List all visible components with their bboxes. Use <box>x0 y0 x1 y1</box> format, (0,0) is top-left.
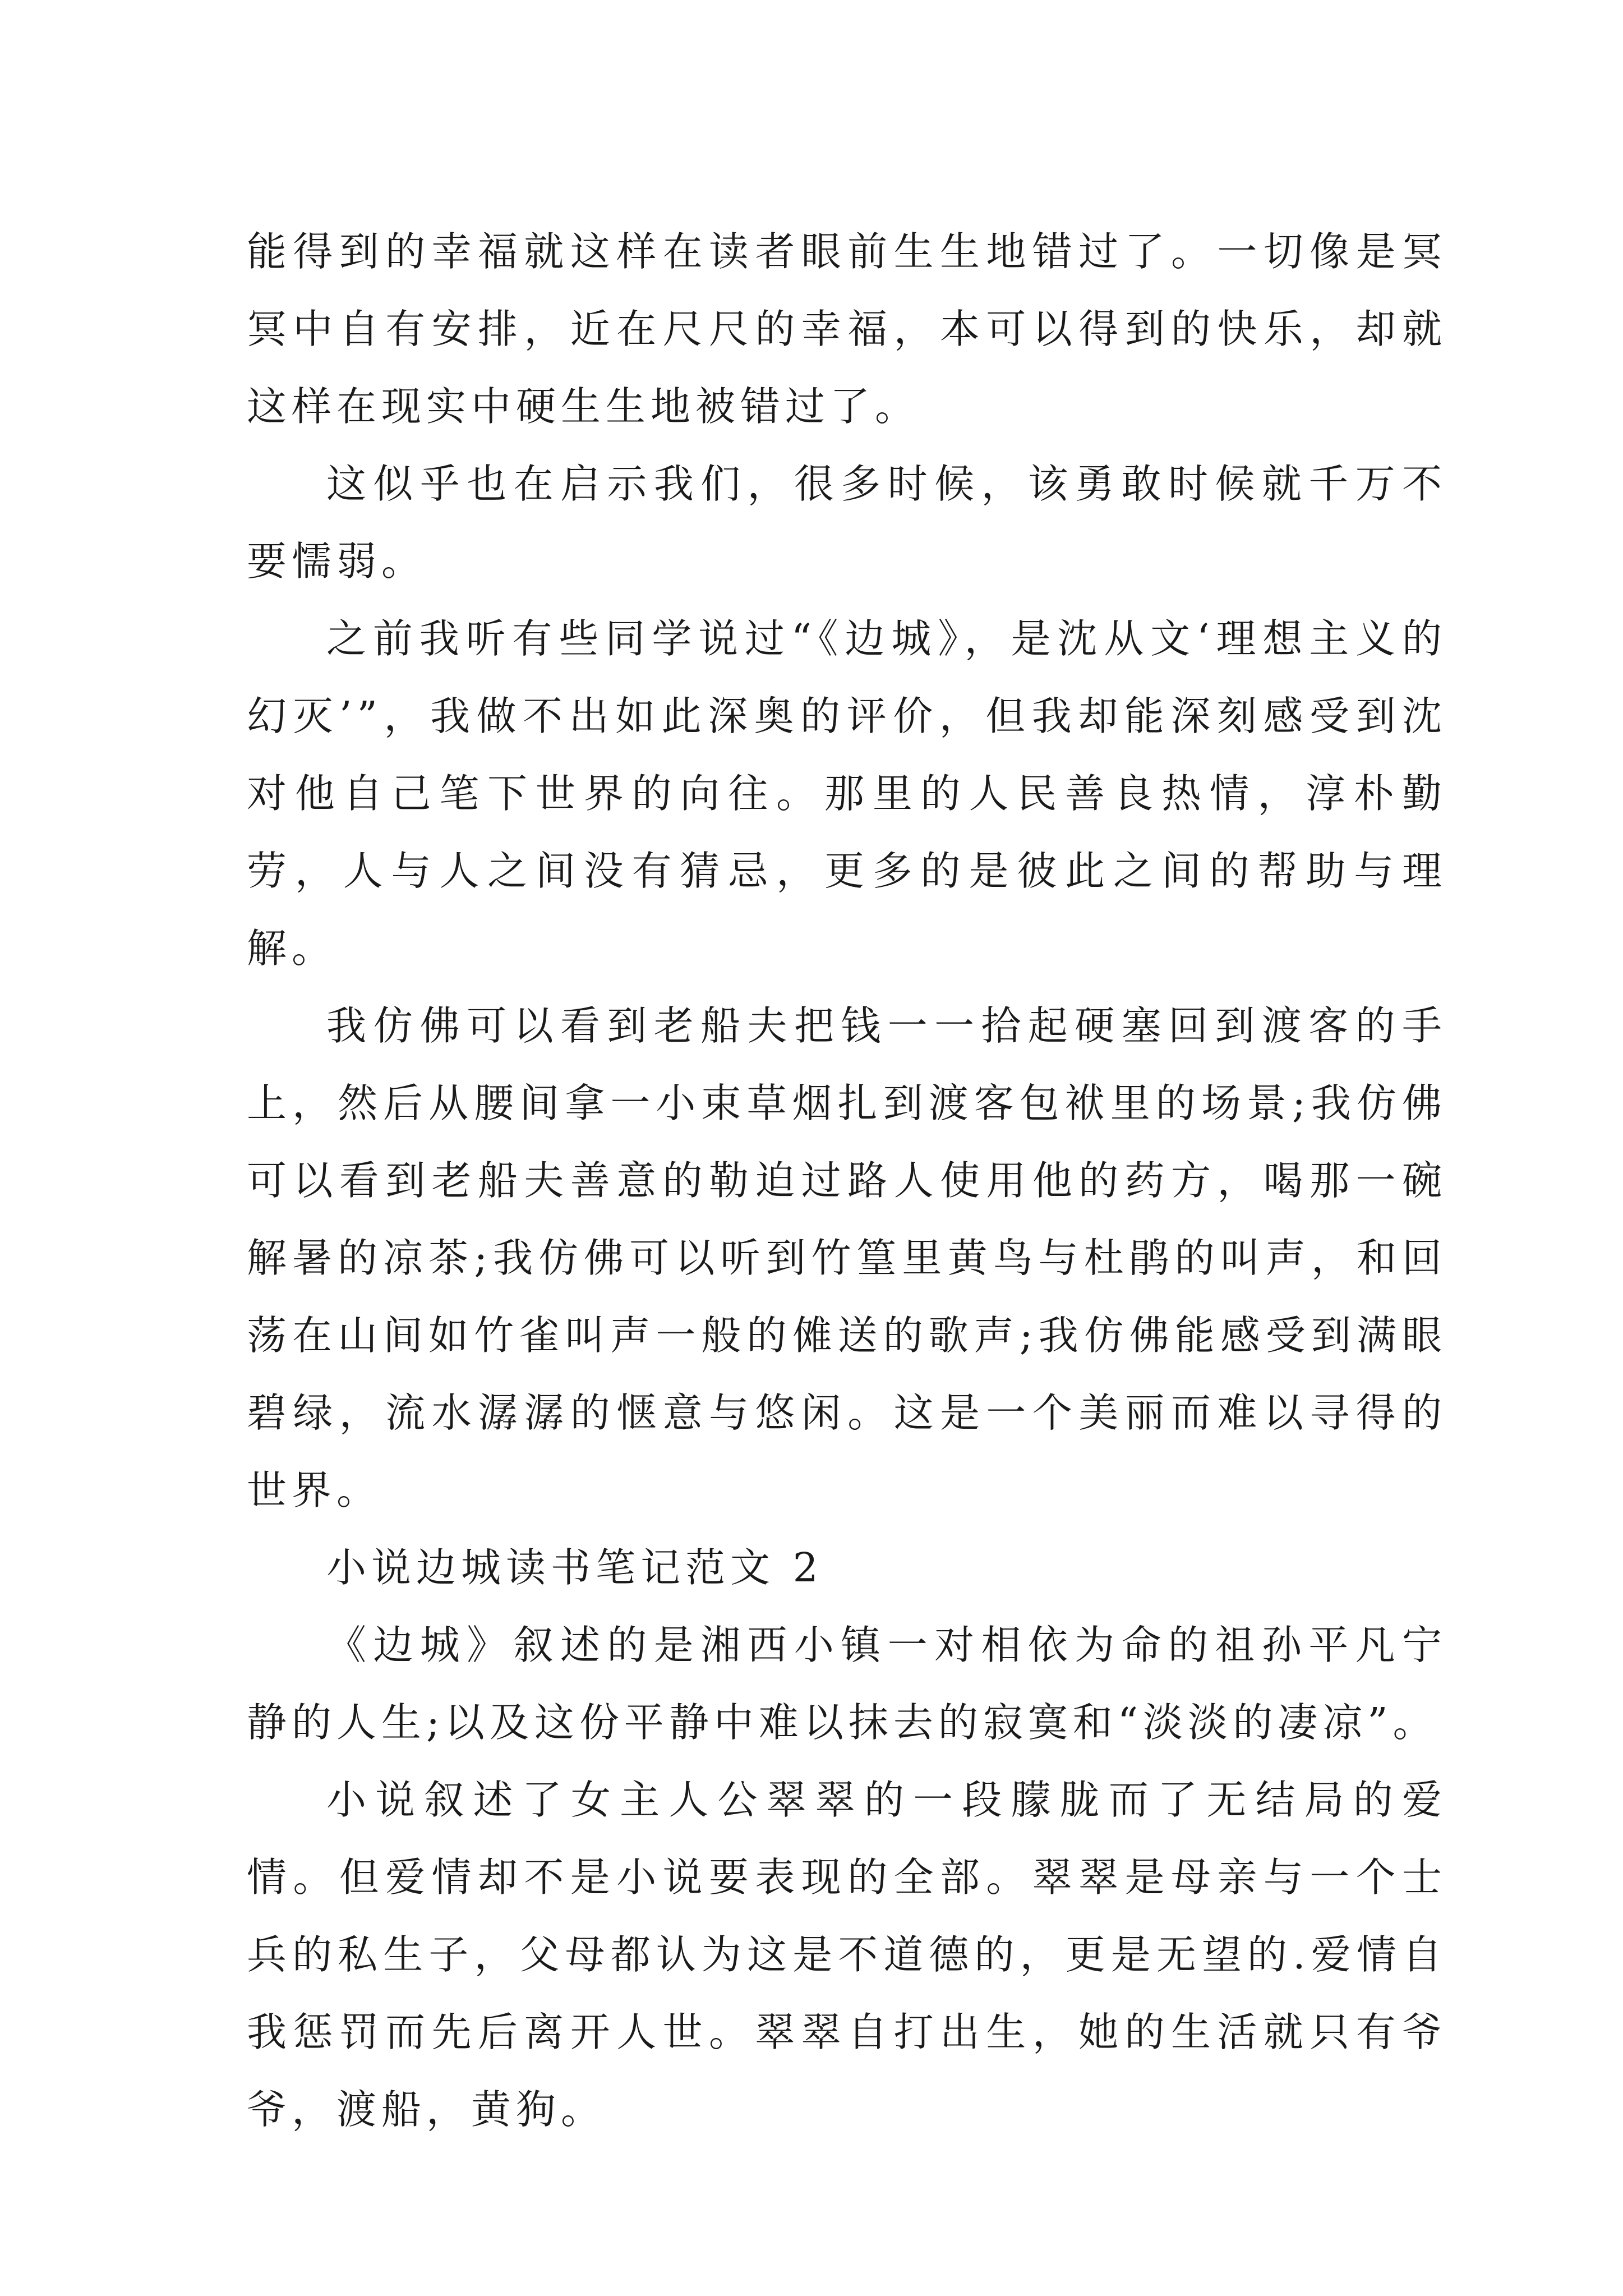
paragraph-imagery: 我仿佛可以看到老船夫把钱一一拾起硬塞回到渡客的手上，然后从腰间拿一小束草烟扎到渡客包袱里的场景;我仿佛可以看到老船夫善意的勒迫过路人使用他的药方，喝那一碗解暑的凉茶;我仿佛可以听到竹篁里黄鸟与杜鹃的叫声，和回荡在山间如竹雀叫声一般的傩送的歌声;我仿佛能感受到满眼碧绿，流水潺潺的惬意与悠闲。这是一个美丽而难以寻得的世界。 <box>247 1002 1447 1513</box>
paragraph-continuation: 能得到的幸福就这样在读者眼前生生地错过了。一切像是冥冥中自有安排，近在尺尺的幸福，本可以得到的快乐，却就这样在现实中硬生生地被错过了。 <box>247 228 1447 430</box>
paragraph-love-story: 小说叙述了女主人公翠翠的一段朦胧而了无结局的爱情。但爱情却不是小说要表现的全部。翠翠是母亲与一个士兵的私生子，父母都认为这是不道德的，更是无望的.爱情自我惩罚而先后离开人世。翠翠自打出生，她的生活就只有爷爷，渡船，黄狗。 <box>247 1777 1447 2133</box>
paragraph-summary: 《边城》叙述的是湘西小镇一对相依为命的祖孙平凡宁静的人生;以及这份平静中难以抹去的寂寞和“淡淡的凄凉”。 <box>247 1622 1447 1746</box>
paragraph-idealism: 之前我听有些同学说过“《边城》，是沈从文‘理想主义的幻灭’”，我做不出如此深奥的评价，但我却能深刻感受到沈对他自己笔下世界的向往。那里的人民善良热情，淳朴勤劳，人与人之间没有猜忌，更多的是彼此之间的帮助与理解。 <box>247 615 1447 972</box>
paragraph-courage: 这似乎也在启示我们，很多时候，该勇敢时候就千万不要懦弱。 <box>247 461 1447 585</box>
document-body <box>247 213 1447 2148</box>
section-heading: 小说边城读书笔记范文 2 <box>326 1544 823 1591</box>
